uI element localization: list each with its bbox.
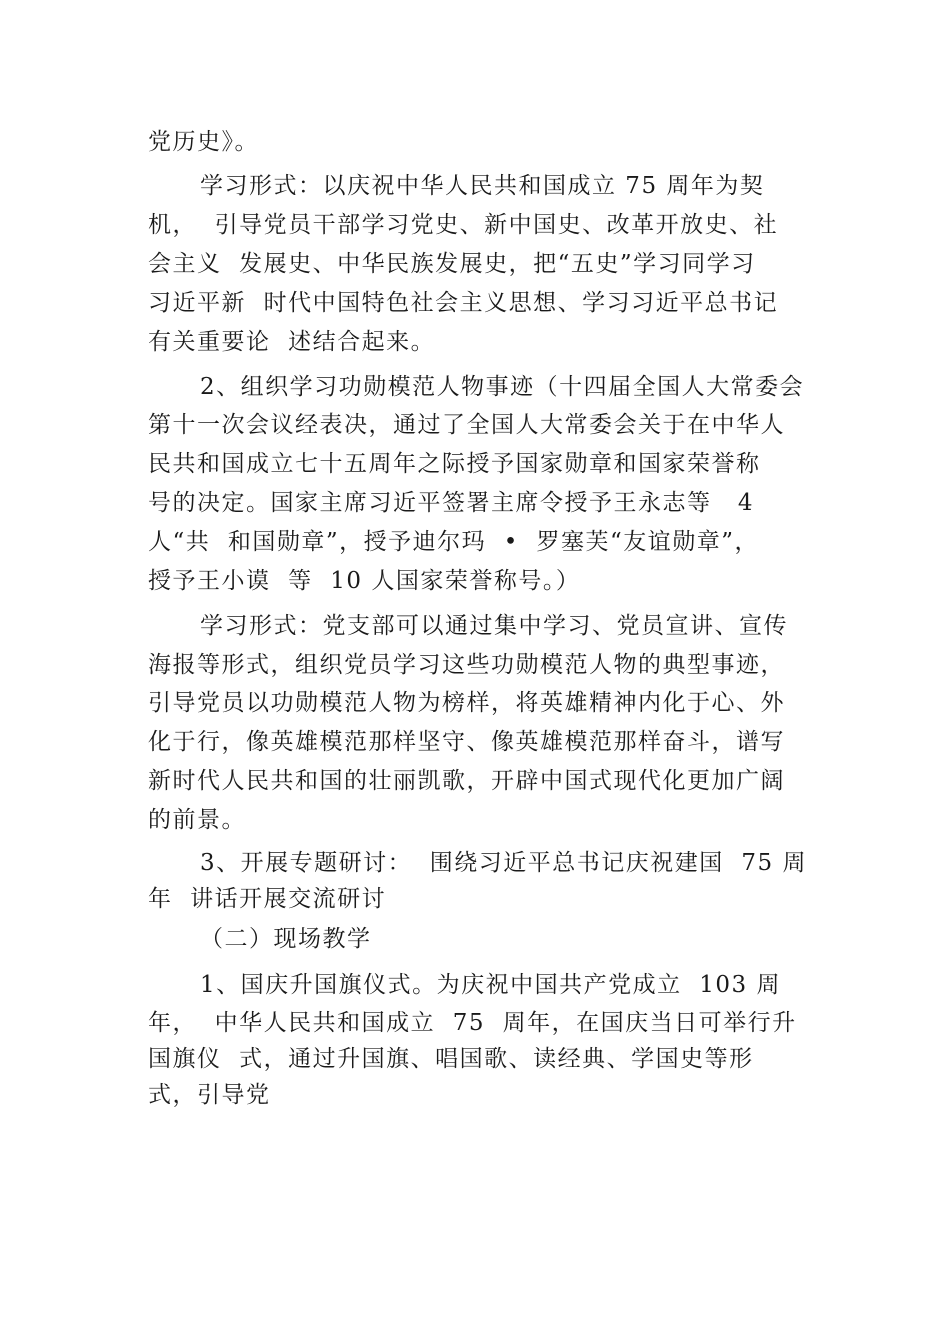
- text-line: 2、组织学习功勋模范人物事迹（十四届全国人大常委会: [200, 374, 805, 400]
- text-line: 年， 中华人民共和国成立 75 周年，在国庆当日可举行升: [148, 1010, 797, 1036]
- text-line: 年 讲话开展交流研讨: [148, 886, 387, 912]
- text-line: 学习形式：以庆祝中华人民共和国成立 75 周年为契: [200, 173, 765, 199]
- text-line: 式，引导党: [148, 1082, 271, 1108]
- text-line: 新时代人民共和国的壮丽凯歌，开辟中国式现代化更加广阔: [148, 768, 785, 794]
- text-line: 海报等形式，组织党员学习这些功勋模范人物的典型事迹，: [148, 652, 785, 678]
- text-line: 化于行，像英雄模范那样坚守、像英雄模范那样奋斗，谱写: [148, 729, 785, 755]
- text-line: 的前景。: [148, 807, 246, 833]
- text-line: 习近平新 时代中国特色社会主义思想、学习习近平总书记: [148, 290, 779, 316]
- section-heading: （二）现场教学: [200, 926, 372, 952]
- text-line: 党历史》。: [148, 129, 259, 155]
- text-line: 机， 引导党员干部学习党史、新中国史、改革开放史、社: [148, 212, 779, 238]
- text-line: 引导党员以功勋模范人物为榜样，将英雄精神内化于心、外: [148, 690, 785, 716]
- text-line: 学习形式：党支部可以通过集中学习、党员宣讲、宣传: [200, 613, 788, 639]
- text-line: 授予王小谟 等 10 人国家荣誉称号。）: [148, 568, 581, 594]
- text-line: 会主义 发展史、中华民族发展史，把“五史”学习同学习: [148, 251, 756, 277]
- text-line: 民共和国成立七十五周年之际授予国家勋章和国家荣誉称: [148, 451, 761, 477]
- text-line: 1、国庆升国旗仪式。为庆祝中国共产党成立 103 周: [200, 972, 781, 998]
- text-line: 第十一次会议经表决，通过了全国人大常委会关于在中华人: [148, 412, 785, 438]
- text-line: 国旗仪 式，通过升国旗、唱国歌、读经典、学国史等形: [148, 1046, 754, 1072]
- text-line: 人“共 和国勋章”，授予迪尔玛 • 罗塞芙“友谊勋章”，: [148, 529, 759, 555]
- text-line: 号的决定。国家主席习近平签署主席令授予王永志等 4: [148, 490, 755, 516]
- text-line: 有关重要论 述结合起来。: [148, 329, 436, 355]
- text-line: 3、开展专题研讨： 围绕习近平总书记庆祝建国 75 周: [200, 850, 807, 876]
